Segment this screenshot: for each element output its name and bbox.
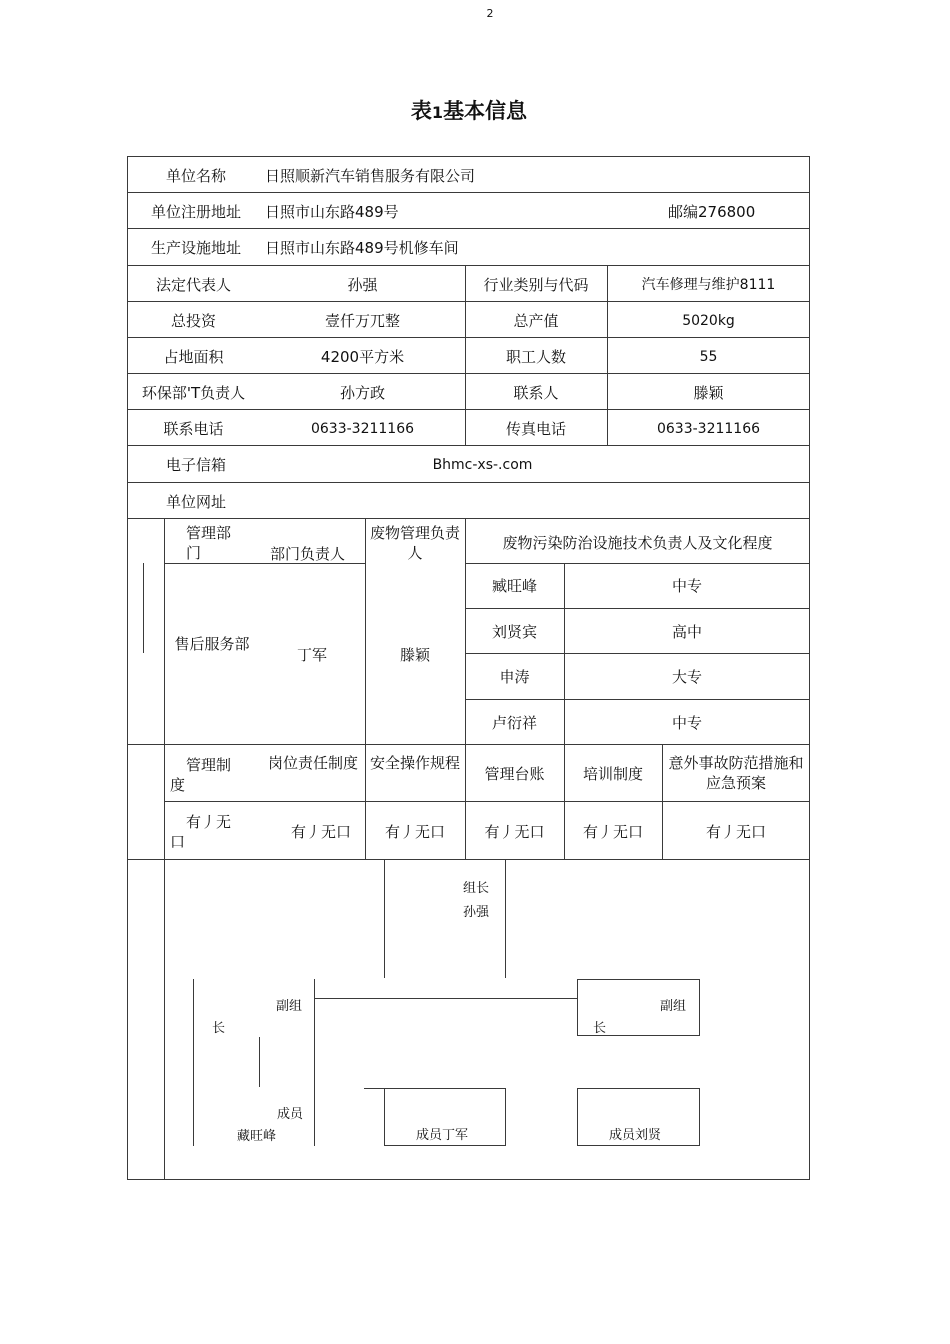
tech-staff-education: 中专 <box>671 714 702 732</box>
systems-header: 安全操作规程 <box>369 754 460 772</box>
systems-header: 管理台账 <box>484 765 545 783</box>
systems-header: 培训制度 <box>582 765 643 783</box>
org-deputy-left: 副组 <box>276 999 303 1014</box>
mgmt-waste-head: 滕颖 <box>399 646 430 664</box>
org-leader-name: 孙强 <box>463 905 490 920</box>
value-fax: 0633-3211166 <box>656 421 761 437</box>
label-investment: 总投资 <box>170 312 216 330</box>
label-website: 单位网址 <box>165 493 226 511</box>
value-facility-address: 日照市山东路489号机修车间 <box>265 239 459 257</box>
org-deputy-left-suffix: 长 <box>212 1021 226 1036</box>
value-area: 4200平方米 <box>320 348 405 366</box>
value-contact: 滕颖 <box>693 384 724 402</box>
label-area: 占地面积 <box>163 348 224 366</box>
value-reg-address: 日照市山东路489号 <box>265 203 399 221</box>
label-reg-address: 单位注册地址 <box>150 203 241 221</box>
label-contact: 联系人 <box>513 384 559 402</box>
org-member-mid: 成员丁军 <box>416 1128 469 1143</box>
value-industry: 汽车修理与维护8111 <box>641 277 776 293</box>
systems-value: 有丿无口 <box>705 823 766 841</box>
value-email: Bhmc-xs-.com <box>432 457 533 473</box>
value-unit-name: 日照顺新汽车销售服务有限公司 <box>265 167 476 185</box>
systems-value: 有丿无口 <box>170 813 232 851</box>
label-email: 电子信箱 <box>165 456 226 474</box>
systems-value: 有丿无口 <box>582 823 643 841</box>
tech-staff-name: 申涛 <box>499 668 530 686</box>
page-title <box>0 95 938 125</box>
value-phone: 0633-3211166 <box>310 421 415 437</box>
value-output: 5020kg <box>682 313 735 329</box>
mgmt-dept-header: 管理部门 <box>186 524 232 562</box>
tech-staff-name: 刘贤宾 <box>491 623 537 641</box>
mgmt-dept-head: 丁军 <box>296 646 327 664</box>
systems-header: 意外事故防范措施和应急预案 <box>668 754 804 792</box>
org-deputy-right: 副组 <box>660 999 687 1014</box>
mgmt-dept: 售后服务部 <box>174 635 250 653</box>
org-leader-role: 组长 <box>463 881 490 896</box>
label-output: 总产值 <box>513 312 559 330</box>
systems-value: 有丿无口 <box>290 823 351 841</box>
mgmt-waste-head-header: 废物管理负责人 <box>369 524 460 562</box>
label-staff: 职工人数 <box>505 348 566 366</box>
label-phone: 联系电话 <box>163 420 224 438</box>
tech-staff-education: 中专 <box>671 577 702 595</box>
value-staff: 55 <box>699 349 718 365</box>
label-industry: 行业类别与代码 <box>483 276 589 294</box>
title-number: 1 <box>431 103 444 122</box>
value-investment: 壹仟万兀整 <box>324 312 400 330</box>
systems-header: 管理制度 <box>170 756 232 794</box>
tech-staff-education: 大专 <box>671 668 702 686</box>
label-fax: 传真电话 <box>505 420 566 438</box>
tech-staff-name: 卢衍祥 <box>491 714 537 732</box>
systems-header: 岗位责任制度 <box>267 754 358 772</box>
org-member-left: 成员 <box>277 1107 304 1122</box>
label-facility-address: 生产设施地址 <box>150 239 241 257</box>
value-legal-rep: 孙强 <box>347 276 378 294</box>
value-env-head: 孙方政 <box>339 384 385 402</box>
label-env-head: 环保部'T负责人 <box>141 384 246 402</box>
systems-value: 有丿无口 <box>484 823 545 841</box>
org-deputy-right-suffix: 长 <box>593 1021 607 1036</box>
title-text: 基本信息 <box>443 99 528 123</box>
page-number: 2 <box>486 7 494 20</box>
tech-staff-education: 高中 <box>671 623 702 641</box>
label-legal-rep: 法定代表人 <box>155 276 231 294</box>
systems-value: 有丿无口 <box>384 823 445 841</box>
org-member-right: 成员刘贤 <box>609 1128 662 1143</box>
org-member-left-name: 藏旺峰 <box>237 1129 277 1144</box>
title-prefix: 表 <box>410 99 432 123</box>
label-unit-name: 单位名称 <box>165 167 226 185</box>
tech-staff-name: 臧旺峰 <box>491 577 537 595</box>
mgmt-tech-head-header: 废物污染防治设施技术负责人及文化程度 <box>502 534 773 552</box>
mgmt-dept-head-header: 部门负责人 <box>270 545 346 563</box>
value-postcode: 邮编276800 <box>668 203 756 221</box>
